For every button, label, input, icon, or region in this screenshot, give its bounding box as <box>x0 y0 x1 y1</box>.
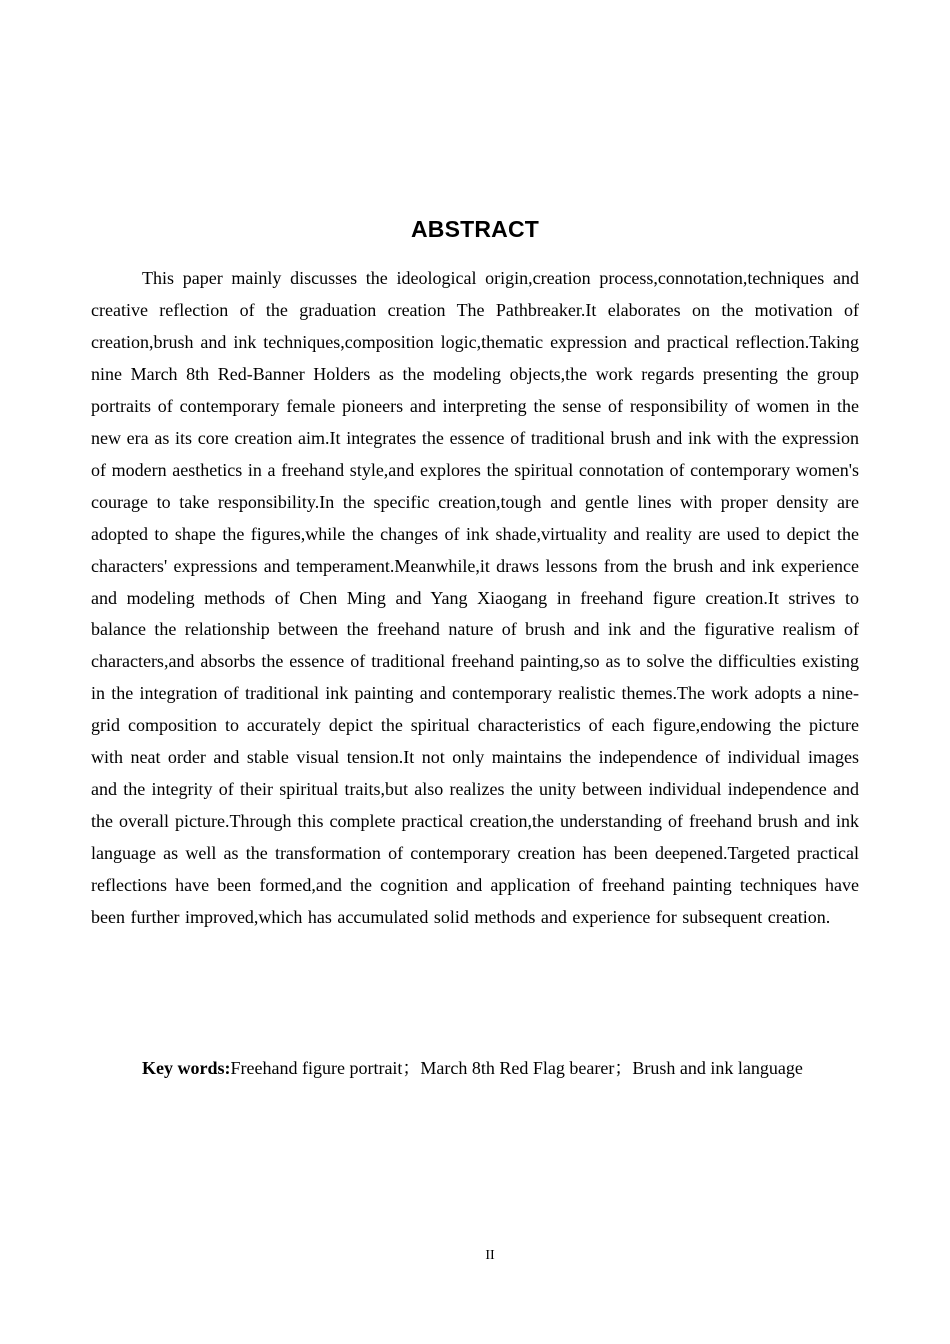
abstract-body: This paper mainly discusses the ideological origin,creation process,connotation,techniques and creative reflection of the graduation creation The Pathbreaker.It elaborates on the motivation of creation,brush and ink techniques,composition logic,thematic expression and practical reflection.Taking nine March 8th Red-Banner Holders as the modeling objects,the work regards presenting the group portraits of contemporary female pioneers and interpreting the sense of responsibility of women in the new era as its core creation aim.It integrates the essence of traditional brush and ink with the expression of modern aesthetics in a freehand style,and explores the spiritual connotation of contemporary women's courage to take responsibility.In the specific creation,tough and gentle lines with proper density are adopted to shape the figures,while the changes of ink shade,virtuality and reality are used to depict the characters' expressions and temperament.Meanwhile,it draws lessons from the brush and ink experience and modeling methods of Chen Ming and Yang Xiaogang in freehand figure creation.It strives to balance the relationship between the freehand nature of brush and ink and the figurative realism of characters,and absorbs the essence of traditional freehand painting,so as to solve the difficulties existing in the integration of traditional ink painting and contemporary realistic themes.The work adopts a nine-grid composition to accurately depict the spiritual characteristics of each figure,endowing the picture with neat order and stable visual tension.It not only maintains the independence of individual images and the integrity of their spiritual traits,but also realizes the unity between individual independence and the overall picture.Through this complete practical creation,the understanding of freehand brush and ink language as well as the transformation of contemporary creation has been deepened.Targeted practical reflections have been formed,and the cognition and application of freehand painting techniques have been further improved,which has accumulated solid methods and experience for subsequent creation. <box>91 268 859 928</box>
keywords-label: Key words: <box>142 1058 231 1078</box>
abstract-title: ABSTRACT <box>410 216 540 243</box>
page-number: II <box>485 1248 495 1263</box>
keywords-text: Freehand figure portrait；March 8th Red Flag bearer；Brush and ink language <box>230 1058 803 1078</box>
keywords-paragraph <box>91 1057 859 1079</box>
